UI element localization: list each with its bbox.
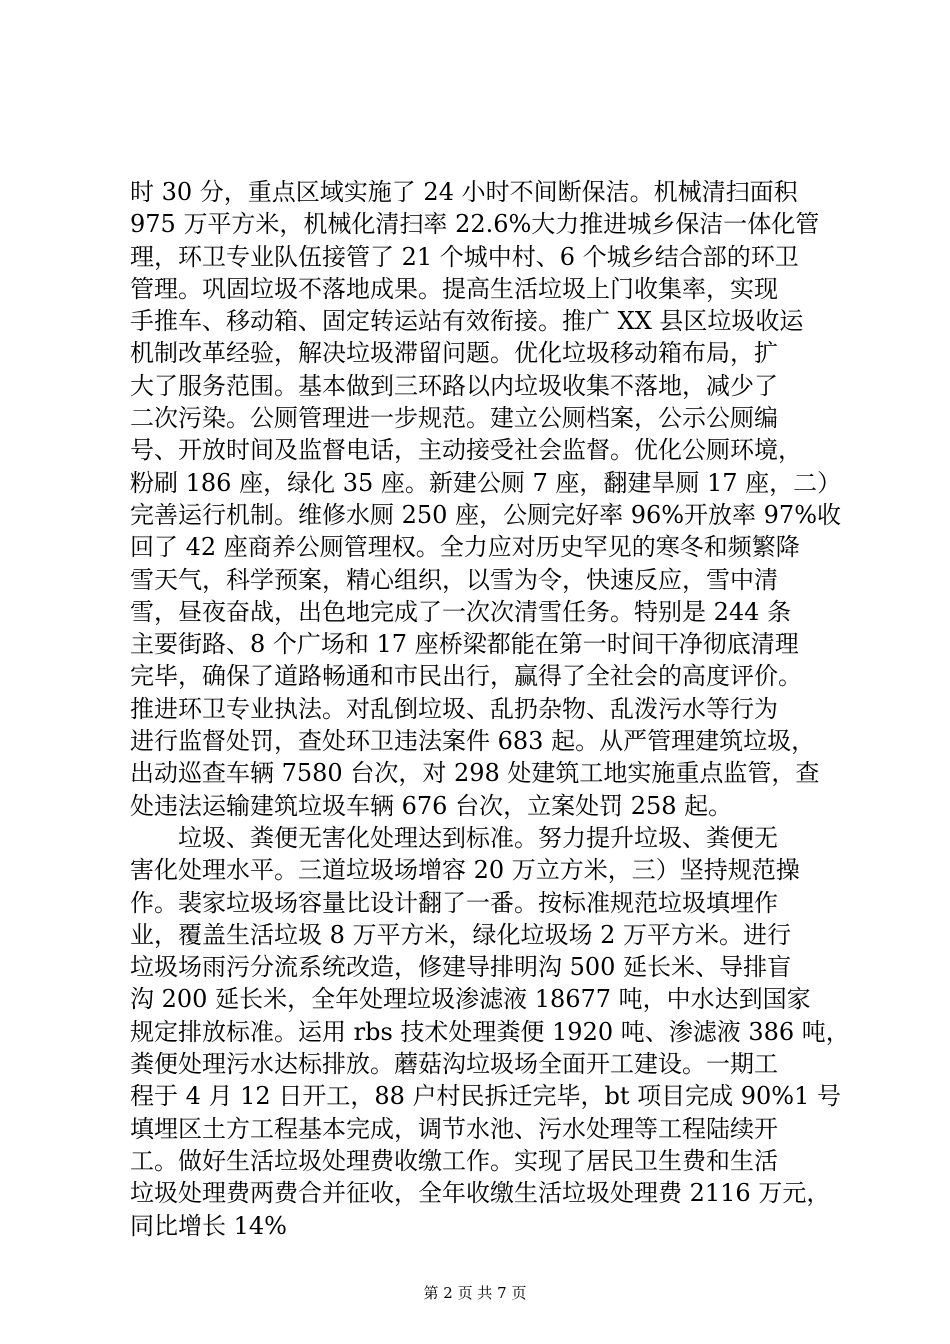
text-line: 大了服务范围。基本做到三环路以内垃圾收集不落地，减少了	[130, 371, 778, 400]
text-line: 害化处理水平。三道垃圾场增容 20 万立方米，三）坚持规范操	[130, 856, 800, 885]
document-body	[130, 176, 850, 1242]
page-footer	[0, 1283, 950, 1303]
text-line: 程于 4 月 12 日开工，88 户村民拆迁完毕，bt 项目完成 90%1 号	[130, 1082, 841, 1111]
text-line: 同比增长 14%	[130, 1211, 287, 1240]
text-line: 填埋区土方工程基本完成，调节水池、污水处理等工程陆续开	[130, 1114, 778, 1143]
text-line: 975 万平方米，机械化清扫率 22.6%大力推进城乡保洁一体化管	[130, 210, 820, 239]
text-line: 作。裴家垃圾场容量比设计翻了一番。按标准规范垃圾填埋作	[130, 888, 778, 917]
text-line: 进行监督处罚，查处环卫违法案件 683 起。从严管理建筑垃圾，	[130, 727, 816, 756]
text-line: 二次污染。公厕管理进一步规范。建立公厕档案，公示公厕编	[130, 404, 778, 433]
text-line: 完毕，确保了道路畅通和市民出行，赢得了全社会的高度评价。	[130, 662, 802, 691]
text-line: 粪便处理污水达标排放。蘑菇沟垃圾场全面开工建设。一期工	[130, 1050, 778, 1079]
text-line: 雪，昼夜奋战，出色地完成了一次次清雪任务。特别是 244 条	[130, 597, 792, 626]
text-line: 时 30 分，重点区域实施了 24 小时不间断保洁。机械清扫面积	[130, 178, 798, 206]
text-line: 管理。巩固垃圾不落地成果。提高生活垃圾上门收集率，实现	[130, 274, 778, 303]
text-line: 业，覆盖生活垃圾 8 万平方米，绿化垃圾场 2 万平方米。进行	[130, 920, 792, 949]
text-line: 出动巡查车辆 7580 台次，对 298 处建筑工地实施重点监管，查	[130, 759, 820, 788]
text-line: 理，环卫专业队伍接管了 21 个城中村、6 个城乡结合部的环卫	[130, 242, 799, 271]
text-line: 推进环卫专业执法。对乱倒垃圾、乱扔杂物、乱泼污水等行为	[130, 694, 778, 723]
text-line: 粉刷 186 座，绿化 35 座。新建公厕 7 座，翻建旱厕 17 座，二）	[130, 468, 842, 497]
paragraph-2	[130, 822, 850, 1242]
text-line: 雪天气，科学预案，精心组织，以雪为令，快速反应，雪中清	[130, 565, 778, 594]
text-line: 沟 200 延长米，全年处理垃圾渗滤液 18677 吨，中水达到国家	[130, 985, 811, 1014]
paragraph-1	[130, 176, 842, 822]
text-line: 回了 42 座商养公厕管理权。全力应对历史罕见的寒冬和频繁降	[130, 533, 800, 562]
text-line: 垃圾场雨污分流系统改造，修建导排明沟 500 延长米、导排盲	[130, 953, 792, 982]
text-line: 规定排放标准。运用 rbs 技术处理粪便 1920 吨、渗滤液 386 吨，	[130, 1017, 850, 1046]
text-line: 机制改革经验，解决垃圾滞留问题。优化垃圾移动箱布局，扩	[130, 339, 778, 368]
text-line: 主要街路、8 个广场和 17 座桥梁都能在第一时间干净彻底清理	[130, 630, 799, 659]
page-number: 第 2 页 共 7 页	[423, 1284, 527, 1302]
text-line: 完善运行机制。维修水厕 250 座，公厕完好率 96%开放率 97%收	[130, 500, 842, 529]
text-line: 号、开放时间及监督电话，主动接受社会监督。优化公厕环境，	[130, 436, 802, 465]
text-line: 垃圾、粪便无害化处理达到标准。努力提升垃圾、粪便无	[178, 823, 778, 852]
text-line: 处违法运输建筑垃圾车辆 676 台次，立案处罚 258 起。	[130, 791, 733, 820]
text-line: 垃圾处理费两费合并征收，全年收缴生活垃圾处理费 2116 万元，	[130, 1179, 831, 1208]
text-line: 工。做好生活垃圾处理费收缴工作。实现了居民卫生费和生活	[130, 1146, 778, 1175]
text-line: 手推车、移动箱、固定转运站有效衔接。推广 XX 县区垃圾收运	[130, 307, 804, 336]
